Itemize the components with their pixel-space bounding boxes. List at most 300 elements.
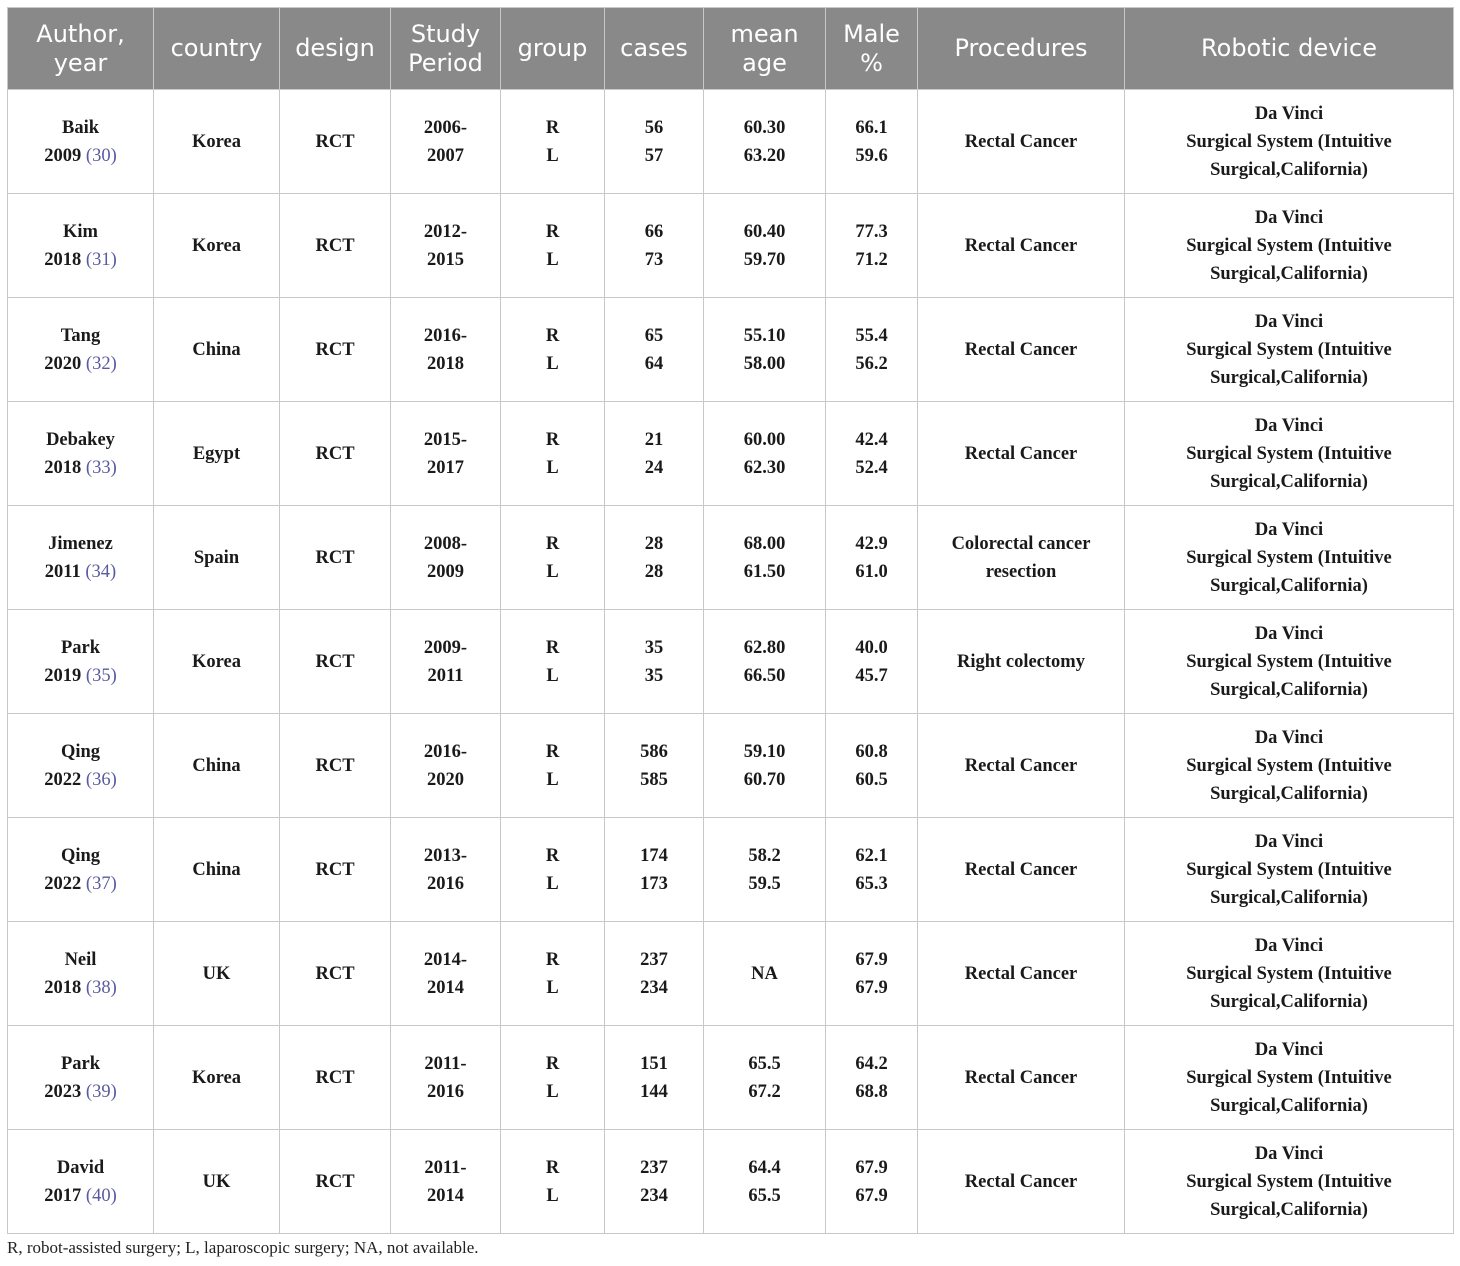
year: 2023 — [44, 1081, 82, 1102]
cell-line: 2009 — [427, 561, 464, 582]
procedure-cell — [918, 922, 1125, 1026]
cell-line: Rectal Cancer — [964, 339, 1078, 360]
design-cell — [280, 402, 391, 506]
design-cell — [280, 1130, 391, 1234]
cell-line: 66.1 — [855, 117, 888, 138]
ref-paren-open: ( — [80, 561, 92, 582]
year: 2022 — [44, 873, 82, 894]
cell-line: 42.9 — [855, 533, 888, 554]
male-cell — [826, 506, 918, 610]
ref-paren-close: ) — [110, 873, 117, 894]
country-cell — [154, 1026, 280, 1130]
author-year-cell — [8, 90, 154, 194]
cell-line: 55.4 — [855, 325, 888, 346]
author-year-cell — [8, 1026, 154, 1130]
cell-line: Surgical System (Intuitive — [1186, 1171, 1392, 1192]
cell-line: 65 — [644, 325, 664, 346]
reference-link[interactable]: 40 — [92, 1185, 111, 1206]
cell-line: % — [860, 48, 883, 77]
cell-line: 52.4 — [855, 457, 888, 478]
ref-paren-close: ) — [110, 977, 117, 998]
cell-line: 2011 — [427, 665, 464, 686]
cell-line: 2016 — [427, 1081, 464, 1102]
cell-line: L — [546, 457, 559, 478]
cell-line: L — [546, 249, 559, 270]
cell-line: 62.30 — [743, 457, 786, 478]
cell-line: David — [56, 1157, 105, 1178]
device-cell — [1125, 714, 1454, 818]
cell-line: 61.50 — [743, 561, 786, 582]
ref-paren-open: ( — [81, 1081, 93, 1102]
cell-line: Surgical,California) — [1210, 679, 1368, 700]
cell-line: L — [546, 977, 559, 998]
cell-line: 60.30 — [743, 117, 786, 138]
cases-cell — [605, 298, 704, 402]
country-cell — [154, 1130, 280, 1234]
cell-line: 2009- — [423, 637, 468, 658]
procedure-cell — [918, 298, 1125, 402]
year: 2017 — [44, 1185, 82, 1206]
cell-line: Surgical,California) — [1210, 991, 1368, 1012]
cell-line: Neil — [64, 949, 97, 970]
cell-line: country — [170, 34, 263, 62]
cell-line: Korea — [192, 1067, 241, 1088]
cell-line: Egypt — [192, 443, 241, 464]
header-cases — [605, 8, 704, 90]
reference-link[interactable]: 30 — [92, 145, 111, 166]
cell-line: 57 — [644, 145, 664, 166]
cell-line: Da Vinci — [1254, 1143, 1324, 1164]
ref-paren-open: ( — [81, 457, 93, 478]
male-cell — [826, 298, 918, 402]
cell-line: Procedures — [954, 34, 1088, 62]
cell-line: design — [295, 34, 375, 62]
cell-line: Robotic device — [1201, 34, 1377, 62]
cell-line: Rectal Cancer — [964, 235, 1078, 256]
period-cell — [391, 922, 501, 1026]
group-cell — [501, 402, 605, 506]
group-cell — [501, 922, 605, 1026]
cell-line: 60.40 — [743, 221, 786, 242]
cell-line: RCT — [315, 131, 355, 152]
country-cell — [154, 818, 280, 922]
year: 2022 — [44, 769, 82, 790]
header-procedures — [918, 8, 1125, 90]
cell-line: Rectal Cancer — [964, 1171, 1078, 1192]
cell-line: L — [546, 561, 559, 582]
cell-line: Period — [408, 48, 483, 77]
table-row — [8, 90, 1454, 194]
cell-line: 65.3 — [855, 873, 888, 894]
cell-line: 66.50 — [743, 665, 786, 686]
cell-line: 61.0 — [855, 561, 888, 582]
cases-cell — [605, 818, 704, 922]
ref-paren-open: ( — [81, 769, 93, 790]
reference-link[interactable]: 35 — [92, 665, 111, 686]
cell-line: Tang — [60, 325, 101, 346]
year-line — [8, 454, 153, 482]
author-year-cell — [8, 818, 154, 922]
procedure-cell — [918, 714, 1125, 818]
year: 2009 — [44, 145, 82, 166]
cell-line: 42.4 — [855, 429, 888, 450]
male-cell — [826, 818, 918, 922]
author-year-cell — [8, 922, 154, 1026]
device-cell — [1125, 610, 1454, 714]
table-body — [8, 90, 1454, 1234]
cell-line: Surgical,California) — [1210, 783, 1368, 804]
age-cell — [704, 922, 826, 1026]
year-line — [8, 246, 153, 274]
ref-paren-close: ) — [110, 249, 117, 270]
cases-cell — [605, 506, 704, 610]
cell-line: 151 — [640, 1053, 668, 1074]
male-cell — [826, 714, 918, 818]
header-group — [501, 8, 605, 90]
table-row — [8, 714, 1454, 818]
cell-line: Surgical,California) — [1210, 1199, 1368, 1220]
header-study-period — [391, 8, 501, 90]
cell-line: 2015 — [427, 249, 464, 270]
cell-line: L — [546, 1081, 559, 1102]
reference-link[interactable]: 37 — [92, 873, 111, 894]
cell-line: cases — [620, 34, 688, 62]
cell-line: 2011- — [424, 1157, 467, 1178]
table-row — [8, 610, 1454, 714]
cell-line: 21 — [644, 429, 664, 450]
year-line — [8, 974, 153, 1002]
cell-line: RCT — [315, 755, 355, 776]
cell-line: China — [192, 755, 241, 776]
cell-line: R — [545, 741, 560, 762]
cell-line: 28 — [644, 533, 664, 554]
cell-line: 45.7 — [855, 665, 888, 686]
design-cell — [280, 90, 391, 194]
cell-line: 60.70 — [743, 769, 786, 790]
cell-line: 64.2 — [855, 1053, 888, 1074]
male-cell — [826, 1130, 918, 1234]
design-cell — [280, 1026, 391, 1130]
cell-line: 59.6 — [855, 145, 888, 166]
ref-paren-close: ) — [110, 1081, 117, 1102]
cell-line: R — [545, 1053, 560, 1074]
reference-link[interactable]: 38 — [92, 977, 111, 998]
cell-line: Da Vinci — [1254, 415, 1324, 436]
cell-line: 73 — [644, 249, 664, 270]
period-cell — [391, 1130, 501, 1234]
device-cell — [1125, 298, 1454, 402]
cell-line: RCT — [315, 859, 355, 880]
reference-link[interactable]: 33 — [92, 457, 111, 478]
cell-line: Author, — [36, 19, 125, 48]
cell-line: RCT — [315, 1171, 355, 1192]
cell-line: 58.00 — [743, 353, 786, 374]
design-cell — [280, 506, 391, 610]
cell-line: Male — [843, 19, 900, 48]
cell-line: Da Vinci — [1254, 727, 1324, 748]
cases-cell — [605, 1026, 704, 1130]
design-cell — [280, 610, 391, 714]
age-cell — [704, 298, 826, 402]
cell-line: 2020 — [427, 769, 464, 790]
cell-line: 60.5 — [855, 769, 888, 790]
cell-line: Surgical,California) — [1210, 887, 1368, 908]
cell-line: Surgical System (Intuitive — [1186, 859, 1392, 880]
cell-line: 59.10 — [743, 741, 786, 762]
cell-line: UK — [202, 1171, 231, 1192]
country-cell — [154, 298, 280, 402]
period-cell — [391, 1026, 501, 1130]
age-cell — [704, 506, 826, 610]
ref-paren-close: ) — [110, 145, 117, 166]
cell-line: 2015- — [423, 429, 468, 450]
cell-line: RCT — [315, 547, 355, 568]
cell-line: Rectal Cancer — [964, 963, 1078, 984]
cell-line: Korea — [192, 131, 241, 152]
cases-cell — [605, 194, 704, 298]
design-cell — [280, 298, 391, 402]
cell-line: Rectal Cancer — [964, 859, 1078, 880]
cell-line: Da Vinci — [1254, 1039, 1324, 1060]
cell-line: 67.9 — [855, 949, 888, 970]
cell-line: R — [545, 949, 560, 970]
cell-line: 144 — [640, 1081, 668, 1102]
reference-link[interactable]: 34 — [91, 561, 111, 582]
group-cell — [501, 194, 605, 298]
ref-paren-open: ( — [81, 873, 93, 894]
ref-paren-close: ) — [110, 457, 117, 478]
ref-paren-close: ) — [110, 353, 117, 374]
cell-line: Right colectomy — [957, 651, 1085, 672]
design-cell — [280, 714, 391, 818]
country-cell — [154, 194, 280, 298]
cell-line: 58.2 — [748, 845, 781, 866]
cell-line: Baik — [61, 117, 100, 138]
cell-line: UK — [202, 963, 231, 984]
cell-line: Colorectal cancer — [951, 533, 1091, 554]
procedure-cell — [918, 402, 1125, 506]
cell-line: 65.5 — [748, 1185, 781, 1206]
group-cell — [501, 818, 605, 922]
cell-line: R — [545, 221, 560, 242]
cell-line: age — [742, 48, 787, 77]
cell-line: R — [545, 637, 560, 658]
cases-cell — [605, 402, 704, 506]
cell-line: R — [545, 117, 560, 138]
cell-line: 67.9 — [855, 1157, 888, 1178]
cell-line: 35 — [644, 637, 664, 658]
reference-link[interactable]: 32 — [92, 353, 111, 374]
author-year-cell — [8, 714, 154, 818]
country-cell — [154, 610, 280, 714]
cell-line: RCT — [315, 235, 355, 256]
cell-line: 67.9 — [855, 977, 888, 998]
header-mean-age — [704, 8, 826, 90]
procedure-cell — [918, 610, 1125, 714]
year-line — [8, 350, 153, 378]
author-year-cell — [8, 402, 154, 506]
cell-line: Korea — [192, 651, 241, 672]
cell-line: Surgical,California) — [1210, 575, 1368, 596]
cell-line: Spain — [193, 547, 240, 568]
cell-line: Surgical System (Intuitive — [1186, 651, 1392, 672]
header-design — [280, 8, 391, 90]
cell-line: 56.2 — [855, 353, 888, 374]
cell-line: Rectal Cancer — [964, 443, 1078, 464]
header-robotic-device — [1125, 8, 1454, 90]
year-line — [8, 558, 153, 586]
cell-line: 237 — [640, 949, 668, 970]
cell-line: Debakey — [46, 429, 115, 450]
cell-line: 2011- — [424, 1053, 467, 1074]
cell-line: Rectal Cancer — [964, 755, 1078, 776]
period-cell — [391, 506, 501, 610]
cell-line: 2017 — [427, 457, 464, 478]
cell-line: Surgical System (Intuitive — [1186, 547, 1392, 568]
cell-line: 35 — [644, 665, 664, 686]
period-cell — [391, 714, 501, 818]
age-cell — [704, 1130, 826, 1234]
period-cell — [391, 194, 501, 298]
ref-paren-open: ( — [81, 249, 93, 270]
ref-paren-open: ( — [81, 1185, 93, 1206]
age-cell — [704, 610, 826, 714]
cell-line: Da Vinci — [1254, 207, 1324, 228]
cases-cell — [605, 610, 704, 714]
cell-line: RCT — [315, 651, 355, 672]
reference-link[interactable]: 39 — [92, 1081, 111, 1102]
group-cell — [501, 1026, 605, 1130]
age-cell — [704, 714, 826, 818]
age-cell — [704, 90, 826, 194]
cell-line: Surgical System (Intuitive — [1186, 339, 1392, 360]
design-cell — [280, 194, 391, 298]
cell-line: Da Vinci — [1254, 519, 1324, 540]
cell-line: 2006- — [423, 117, 468, 138]
age-cell — [704, 1026, 826, 1130]
procedure-cell — [918, 1026, 1125, 1130]
country-cell — [154, 90, 280, 194]
cell-line: 66 — [644, 221, 664, 242]
cases-cell — [605, 1130, 704, 1234]
device-cell — [1125, 922, 1454, 1026]
cell-line: China — [192, 859, 241, 880]
cell-line: 2014 — [427, 1185, 464, 1206]
cell-line: Da Vinci — [1254, 311, 1324, 332]
cell-line: L — [546, 1185, 559, 1206]
group-cell — [501, 714, 605, 818]
male-cell — [826, 610, 918, 714]
cell-line: Qing — [60, 845, 101, 866]
device-cell — [1125, 194, 1454, 298]
header-row — [8, 8, 1454, 90]
cell-line: RCT — [315, 443, 355, 464]
cell-line: R — [545, 429, 560, 450]
device-cell — [1125, 1026, 1454, 1130]
year-line — [8, 662, 153, 690]
cell-line: 60.00 — [743, 429, 786, 450]
cell-line: Surgical System (Intuitive — [1186, 755, 1392, 776]
cell-line: Park — [60, 637, 101, 658]
device-cell — [1125, 506, 1454, 610]
author-year-cell — [8, 1130, 154, 1234]
cell-line: RCT — [315, 1067, 355, 1088]
cell-line: 2016- — [423, 325, 468, 346]
author-year-cell — [8, 298, 154, 402]
cell-line: Kim — [63, 221, 98, 242]
period-cell — [391, 90, 501, 194]
age-cell — [704, 818, 826, 922]
cell-line: 173 — [640, 873, 668, 894]
group-cell — [501, 506, 605, 610]
table-row — [8, 818, 1454, 922]
reference-link[interactable]: 31 — [92, 249, 111, 270]
cell-line: 63.20 — [743, 145, 786, 166]
cell-line: Qing — [60, 741, 101, 762]
cell-line: L — [546, 145, 559, 166]
cell-line: Surgical System (Intuitive — [1186, 963, 1392, 984]
cell-line: R — [545, 533, 560, 554]
table-row — [8, 194, 1454, 298]
device-cell — [1125, 818, 1454, 922]
cell-line: 65.5 — [748, 1053, 781, 1074]
cell-line: 28 — [644, 561, 664, 582]
procedure-cell — [918, 194, 1125, 298]
ref-paren-close: ) — [110, 665, 117, 686]
cell-line: 2014 — [427, 977, 464, 998]
cell-line: Surgical System (Intuitive — [1186, 443, 1392, 464]
cell-line: 2016 — [427, 873, 464, 894]
cell-line: Da Vinci — [1254, 831, 1324, 852]
table-row — [8, 506, 1454, 610]
procedure-cell — [918, 1130, 1125, 1234]
study-characteristics-table — [7, 7, 1454, 1234]
ref-paren-close: ) — [110, 561, 117, 582]
procedure-cell — [918, 818, 1125, 922]
male-cell — [826, 402, 918, 506]
cell-line: 2008- — [423, 533, 468, 554]
cell-line: Da Vinci — [1254, 623, 1324, 644]
male-cell — [826, 90, 918, 194]
cell-line: Da Vinci — [1254, 935, 1324, 956]
group-cell — [501, 610, 605, 714]
cell-line: 2007 — [427, 145, 464, 166]
cases-cell — [605, 714, 704, 818]
reference-link[interactable]: 36 — [92, 769, 111, 790]
cell-line: Jimenez — [48, 533, 113, 554]
year-line — [8, 870, 153, 898]
cell-line: Surgical,California) — [1210, 159, 1368, 180]
device-cell — [1125, 402, 1454, 506]
table-row — [8, 402, 1454, 506]
male-cell — [826, 1026, 918, 1130]
table-row — [8, 1026, 1454, 1130]
ref-paren-close: ) — [110, 769, 117, 790]
country-cell — [154, 506, 280, 610]
cell-line: 234 — [640, 1185, 668, 1206]
cell-line: 71.2 — [855, 249, 888, 270]
cell-line: 62.80 — [743, 637, 786, 658]
male-cell — [826, 922, 918, 1026]
cell-line: Surgical System (Intuitive — [1186, 131, 1392, 152]
year: 2011 — [44, 561, 81, 582]
cell-line: R — [545, 325, 560, 346]
year-line — [8, 766, 153, 794]
cell-line: L — [546, 665, 559, 686]
year: 2018 — [44, 977, 82, 998]
cell-line: RCT — [315, 963, 355, 984]
header-author-year — [8, 8, 154, 90]
